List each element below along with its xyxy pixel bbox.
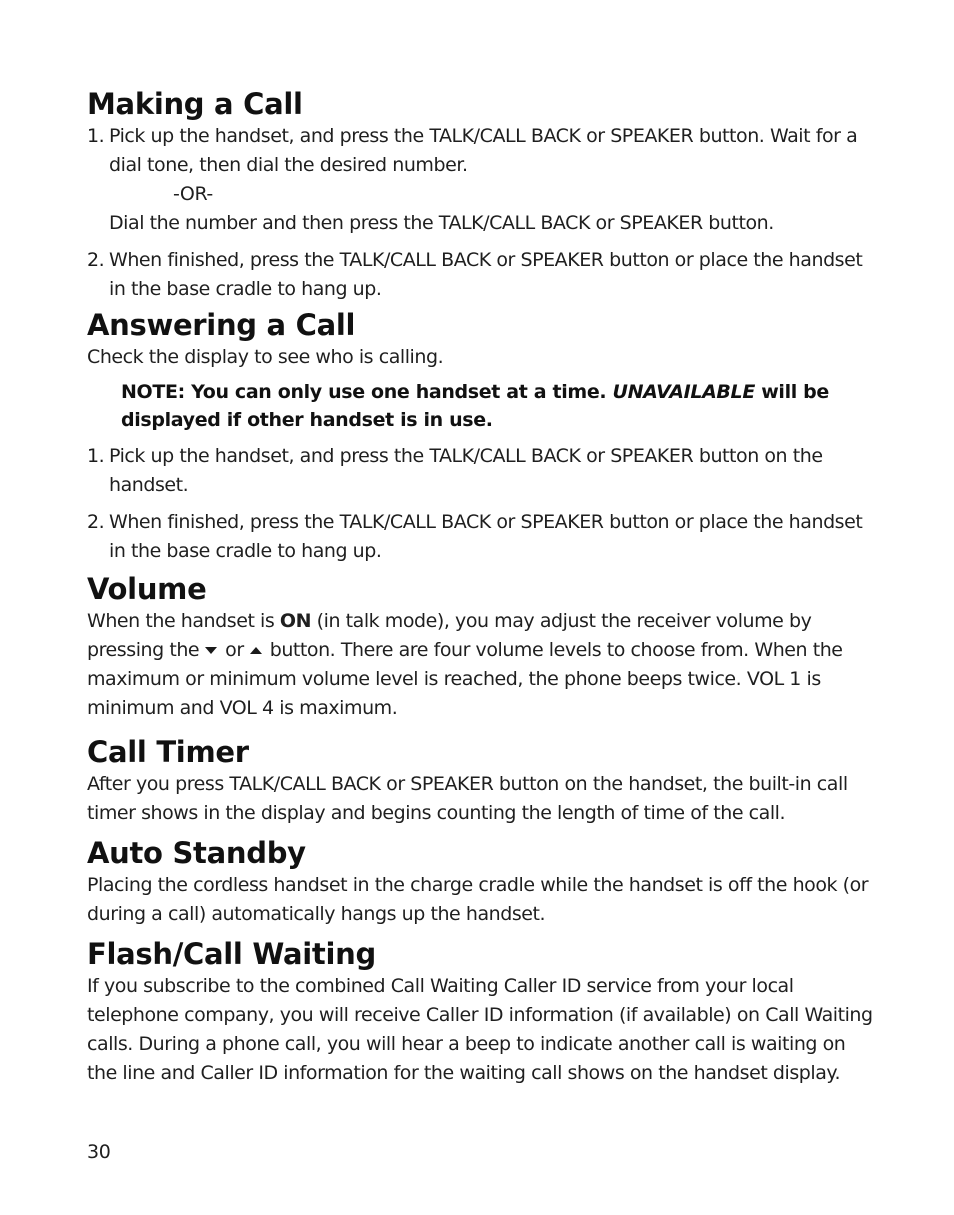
list-item xyxy=(87,442,877,500)
step-number: 2. xyxy=(87,249,105,271)
heading-auto-standby: Auto Standby xyxy=(87,836,306,870)
note-unavailable: UNAVAILABLE xyxy=(612,381,755,403)
step-text-b: Dial the number and then press the TALK/CALL BACK or SPEAKER button. xyxy=(109,212,774,234)
note-text-a: NOTE: You can only use one handset at a time. xyxy=(121,381,607,403)
volume-text xyxy=(87,607,877,723)
heading-flash-call-waiting: Flash/Call Waiting xyxy=(87,937,376,971)
step-number: 1. xyxy=(87,445,105,467)
section-auto-standby xyxy=(87,835,877,929)
section-call-timer xyxy=(87,734,877,828)
heading-call-timer: Call Timer xyxy=(87,735,249,769)
step-text: When finished, press the TALK/CALL BACK or SPEAKER button or place the handset in the base cradle to hang up. xyxy=(109,511,863,562)
flash-call-waiting-text: If you subscribe to the combined Call Waiting Caller ID service from your local telephone company, you will receive Caller ID information (if available) on Call Waiting calls. During a phone call, you will hear a beep to indicate another call is waiting on the line and Caller ID information for the waiting call shows on the handset display. xyxy=(87,975,873,1084)
answering-intro: Check the display to see who is calling. xyxy=(87,346,444,368)
volume-text-b: (in talk mode), you may adjust the receiver volume by pressing the xyxy=(87,610,812,661)
or-separator: -OR- xyxy=(173,183,213,205)
volume-text-c: button. There are four volume levels to choose from. When the maximum or minimum volume level is reached, the phone beeps twice. VOL 1 is minimum and VOL 4 is maximum. xyxy=(87,639,843,719)
step-text-a: Pick up the handset, and press the TALK/CALL BACK or SPEAKER button. Wait for a dial tone, then dial the desired number. xyxy=(109,125,858,176)
step-text xyxy=(109,122,877,238)
volume-text-a: When the handset is xyxy=(87,610,275,632)
section-volume xyxy=(87,571,877,723)
answering-call-steps xyxy=(87,442,877,566)
list-item xyxy=(87,122,877,238)
volume-text-or: or xyxy=(225,639,244,661)
down-arrow-icon xyxy=(205,647,217,654)
step-text: When finished, press the TALK/CALL BACK or SPEAKER button or place the handset in the base cradle to hang up. xyxy=(109,249,863,300)
note xyxy=(87,378,877,434)
heading-making-a-call: Making a Call xyxy=(87,87,303,121)
on-label: ON xyxy=(279,610,312,632)
step-text: Pick up the handset, and press the TALK/CALL BACK or SPEAKER button on the handset. xyxy=(109,445,823,496)
call-timer-text: After you press TALK/CALL BACK or SPEAKER button on the handset, the built-in call timer shows in the display and begins counting the length of time of the call. xyxy=(87,773,848,824)
heading-volume: Volume xyxy=(87,572,207,606)
list-item xyxy=(87,246,877,304)
auto-standby-text: Placing the cordless handset in the charge cradle while the handset is off the hook (or during a call) automatically hangs up the handset. xyxy=(87,874,869,925)
manual-page xyxy=(87,86,877,1088)
step-number: 1. xyxy=(87,125,105,147)
section-flash-call-waiting xyxy=(87,936,877,1088)
page-number: 30 xyxy=(87,1141,111,1163)
heading-answering-a-call: Answering a Call xyxy=(87,308,356,342)
note-text-b: will be displayed if other handset is in use. xyxy=(121,381,829,431)
list-item xyxy=(87,508,877,566)
section-making-a-call xyxy=(87,86,877,304)
step-number: 2. xyxy=(87,511,105,533)
up-arrow-icon xyxy=(250,647,262,654)
section-answering-a-call xyxy=(87,307,877,566)
making-call-steps xyxy=(87,122,877,304)
